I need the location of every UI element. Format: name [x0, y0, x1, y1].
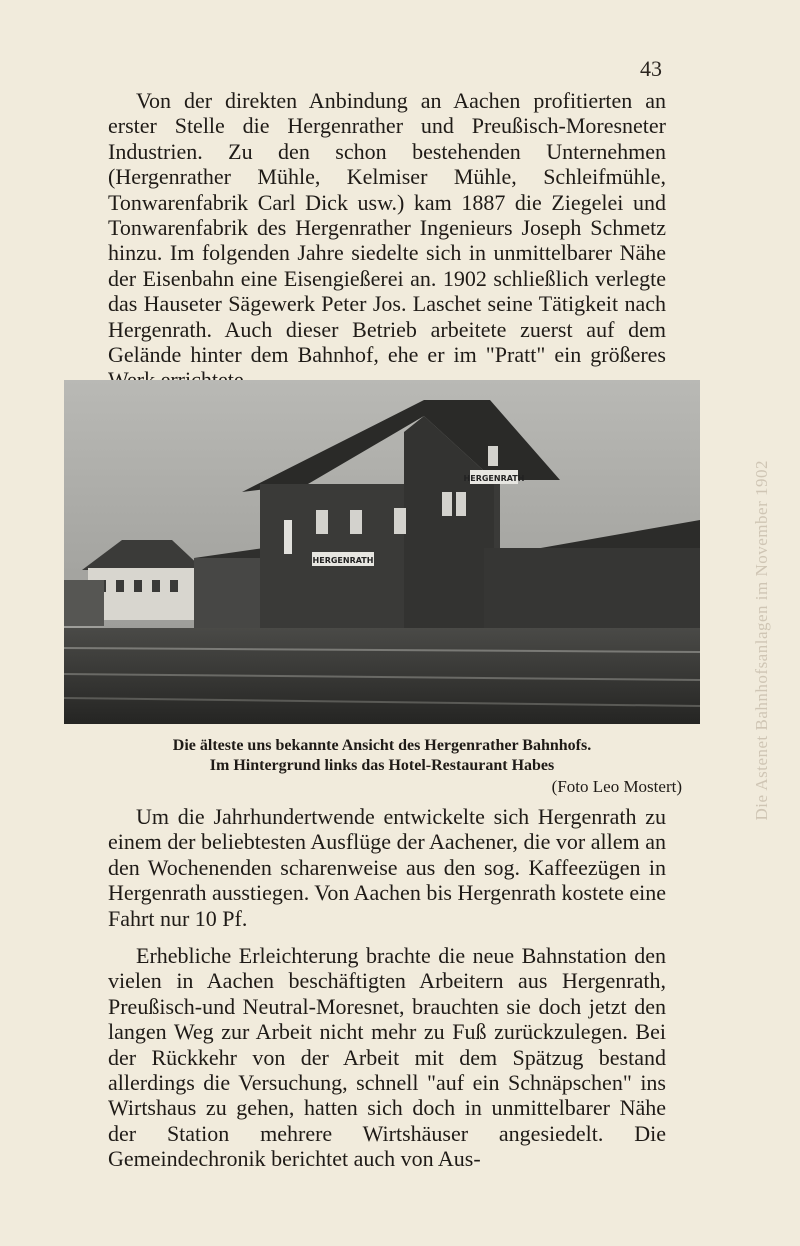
shed-left — [64, 580, 104, 626]
paragraph-3: Erhebliche Erleichterung brachte die neue Bahnstation den vielen in Aachen beschäftigten Arbeitern aus Hergenrath, Preußisch-und Neutral-Moresnet, brauchten sie doch jetzt den langen Weg zur Arbeit nicht mehr zu Fuß zurückzulegen. Bei der Rückkehr von der Arbeit mit dem Spätzug bestand allerdings die Versuchung, schnell "auf ein Schnäpschen" ins Wirtshaus zu gehen, hatten sich doch in unmittelbarer Nähe der Station mehrere Wirtshäuser angesiedelt. Die Gemeindechronik berichtet auch von Aus- — [108, 943, 666, 1172]
paragraph-2: Um die Jahrhundertwende entwickelte sich Hergenrath zu einem der beliebtesten Ausflüge der Aachener, die vor allem an den Wochenenden scharenweise aus den sog. Kaffeezügen in Hergenrath ausstiegen. Von Aachen bis Hergenrath kostete eine Fahrt nur 10 Pf. — [108, 804, 666, 931]
paragraph-text: Von der direkten Anbindung an Aachen profitierten an erster Stelle die Hergenrather und Preußisch-Moresneter Industrien. Zu den schon bestehenden Unternehmen (Hergenrather Mühle, Kelmiser Mühle, Schleifmühle, Tonwarenfabrik Carl Dick usw.) kam 1887 die Ziegelei und Tonwarenfabrik des Hergenrather Ingenieurs Joseph Schmetz hinzu. Im folgenden Jahre siedelte sich in unmittelbarer Nähe der Eisenbahn eine Eisengießerei an. 1902 schließlich verlegte das Hauseter Sägewerk Peter Jos. Laschet seine Tätigkeit nach Hergenrath. Auch dieser Betrieb arbeitete zuerst auf dem Gelände hinter dem Bahnhof, ehe er im "Pratt" ein größeres — [108, 88, 666, 368]
station-photograph — [64, 380, 700, 724]
station-sign-lower: HERGENRATH — [312, 556, 374, 565]
photo-caption-line-2: Im Hintergrund links das Hotel-Restaurant Habes — [209, 757, 555, 774]
text-lower — [108, 804, 666, 1172]
show-through-text: Die Astenet Bahnhofsanlagen im November 1902 — [752, 460, 771, 821]
page-number: 43 — [640, 56, 662, 81]
paragraph-top — [108, 88, 666, 393]
photo-caption-line-1: Die älteste uns bekannte Ansicht des Hergenrather Bahnhofs. — [172, 737, 592, 754]
photo-credit: (Foto Leo Mostert) — [551, 777, 682, 796]
station-sign-upper: HERGENRATH — [463, 474, 525, 483]
station-photo-drawing — [64, 380, 700, 724]
